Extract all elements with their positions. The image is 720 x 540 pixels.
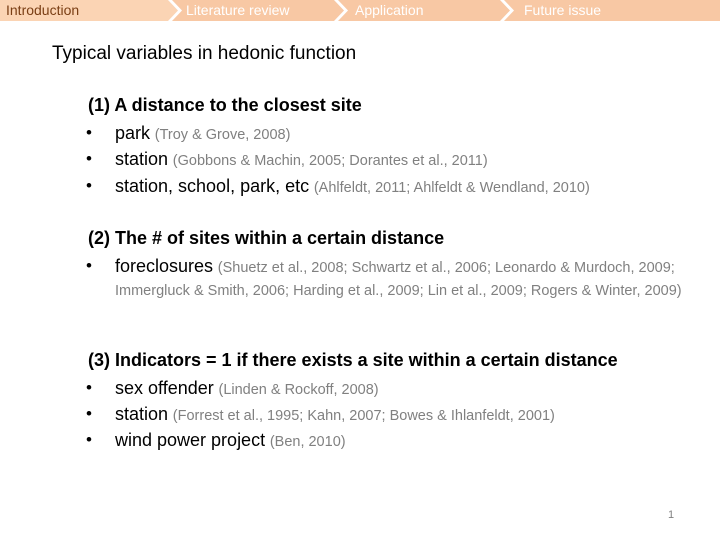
bullet-icon: • <box>86 404 92 423</box>
nav-tab-introduction[interactable]: Introduction <box>6 2 80 18</box>
bullet-icon: • <box>86 149 92 168</box>
page-number: 1 <box>668 509 675 521</box>
nav-tab-literature-review[interactable]: Literature review <box>186 2 290 18</box>
section-heading-3: (3) Indicators = 1 if there exists a site within a certain distance <box>88 350 618 370</box>
bullet-citation: (Ben, 2010) <box>269 434 346 450</box>
bullet-citation: (Forrest et al., 1995; Kahn, 2007; Bowes & Ihlanfeldt, 2001) <box>172 408 555 424</box>
bullet-icon: • <box>86 176 92 195</box>
bullet-term: park <box>115 123 151 143</box>
bullet-icon: • <box>86 256 92 275</box>
bullet-citation: (Shuetz et al., 2008; Schwartz et al., 2006; Leonardo & Murdoch, 2009; Immergluck & Smith, 2006; Harding et al., 2009; Lin et al., 2009; Rogers & Winter, 2009) <box>115 260 682 299</box>
slide-title: Typical variables in hedonic function <box>52 43 357 64</box>
bullet-icon: • <box>86 430 92 449</box>
bullet-term: station <box>115 404 169 424</box>
bullet-term: foreclosures <box>115 256 214 276</box>
nav-tab-application[interactable]: Application <box>355 2 424 18</box>
bullet-citation: (Gobbons & Machin, 2005; Dorantes et al., 2011) <box>172 153 488 169</box>
section-heading-2: (2) The # of sites within a certain distance <box>88 228 445 248</box>
section-heading-1: (1) A distance to the closest site <box>88 95 362 115</box>
bullet-citation: (Linden & Rockoff, 2008) <box>218 382 379 398</box>
bullet-icon: • <box>86 378 92 397</box>
bullet-icon: • <box>86 123 92 142</box>
section-nav <box>0 0 720 21</box>
bullet-citation: (Troy & Grove, 2008) <box>154 127 291 143</box>
bullet-citation: (Ahlfeldt, 2011; Ahlfeldt & Wendland, 2010) <box>313 180 590 196</box>
bullet-term: sex offender <box>115 378 214 398</box>
bullet-term: station, school, park, etc <box>115 176 310 196</box>
bullet-term: station <box>115 149 169 169</box>
nav-tab-future-issue[interactable]: Future issue <box>524 2 602 18</box>
bullet-term: wind power project <box>115 430 266 450</box>
